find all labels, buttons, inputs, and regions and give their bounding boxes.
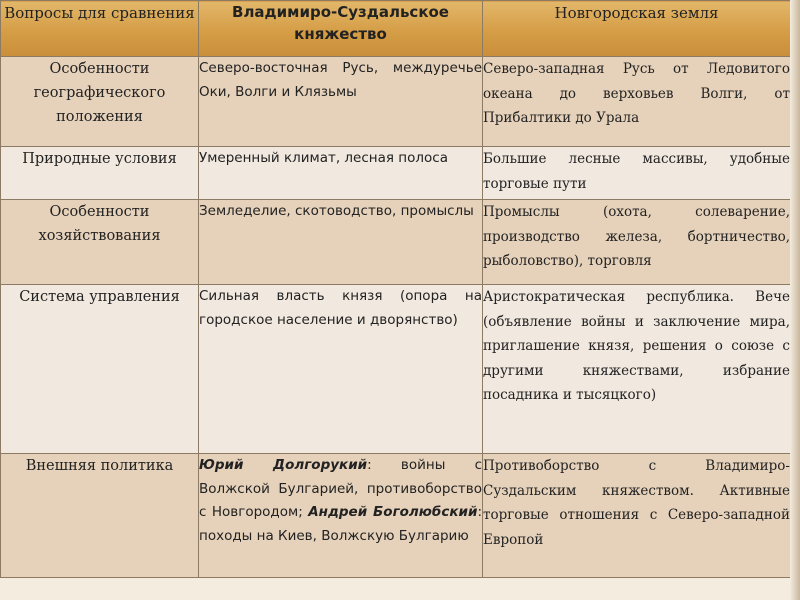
- header-questions: Вопросы для сравнения: [1, 1, 199, 57]
- table-header-row: [1, 1, 791, 57]
- slide-edge-shadow: [790, 0, 800, 600]
- row-question: Система управления: [1, 285, 199, 454]
- ruler-deeds-yuri: : войны с Волжской Булгарией, противоборство с Новгородом;: [199, 457, 483, 520]
- row-vladimir-cell: Умеренный климат, лесная полоса: [199, 147, 483, 200]
- ruler-name-andrey: Андрей Боголюбский: [308, 504, 478, 520]
- row-question: Природные условия: [1, 147, 199, 200]
- ruler-deeds-andrey: : походы на Киев, Волжскую Булгарию: [199, 504, 482, 544]
- header-novgorod: Новгородская земля: [483, 1, 791, 57]
- row-question: Особенности хозяйствования: [1, 200, 199, 285]
- row-question: Внешняя политика: [1, 454, 199, 578]
- table-row: [1, 200, 791, 285]
- row-novgorod-cell: Большие лесные массивы, удобные торговые пути: [483, 147, 791, 200]
- row-novgorod-cell: Аристократическая республика. Вече (объявление войны и заключение мира, приглашение князя, решения о союзе с другими княжествами, избрание посадника и тысяцкого): [483, 285, 791, 454]
- row-question: Особенности географического положения: [1, 57, 199, 147]
- row-novgorod-cell: Северо-западная Русь от Ледовитого океана до верховьев Волги, от Прибалтики до Урала: [483, 57, 791, 147]
- ruler-name-yuri: Юрий Долгорукий: [199, 457, 368, 473]
- row-novgorod-cell: Промыслы (охота, солеварение, производство железа, бортничество, рыболовство), торговля: [483, 200, 791, 285]
- row-vladimir-cell: Земледелие, скотоводство, промыслы: [199, 200, 483, 285]
- table-row: [1, 454, 791, 578]
- table-row: [1, 285, 791, 454]
- row-vladimir-cell: Северо-восточная Русь, междуречье Оки, Волги и Клязьмы: [199, 57, 483, 147]
- table-row: [1, 57, 791, 147]
- header-vladimir: Владимиро-Суздальское княжество: [199, 1, 483, 57]
- row-vladimir-cell: Сильная власть князя (опора на городское население и дворянство): [199, 285, 483, 454]
- table-row: [1, 147, 791, 200]
- row-novgorod-cell: Противоборство с Владимиро-Суздальским княжеством. Активные торговые отношения с Северо-западной Европой: [483, 454, 791, 578]
- row-vladimir-cell: [199, 454, 483, 578]
